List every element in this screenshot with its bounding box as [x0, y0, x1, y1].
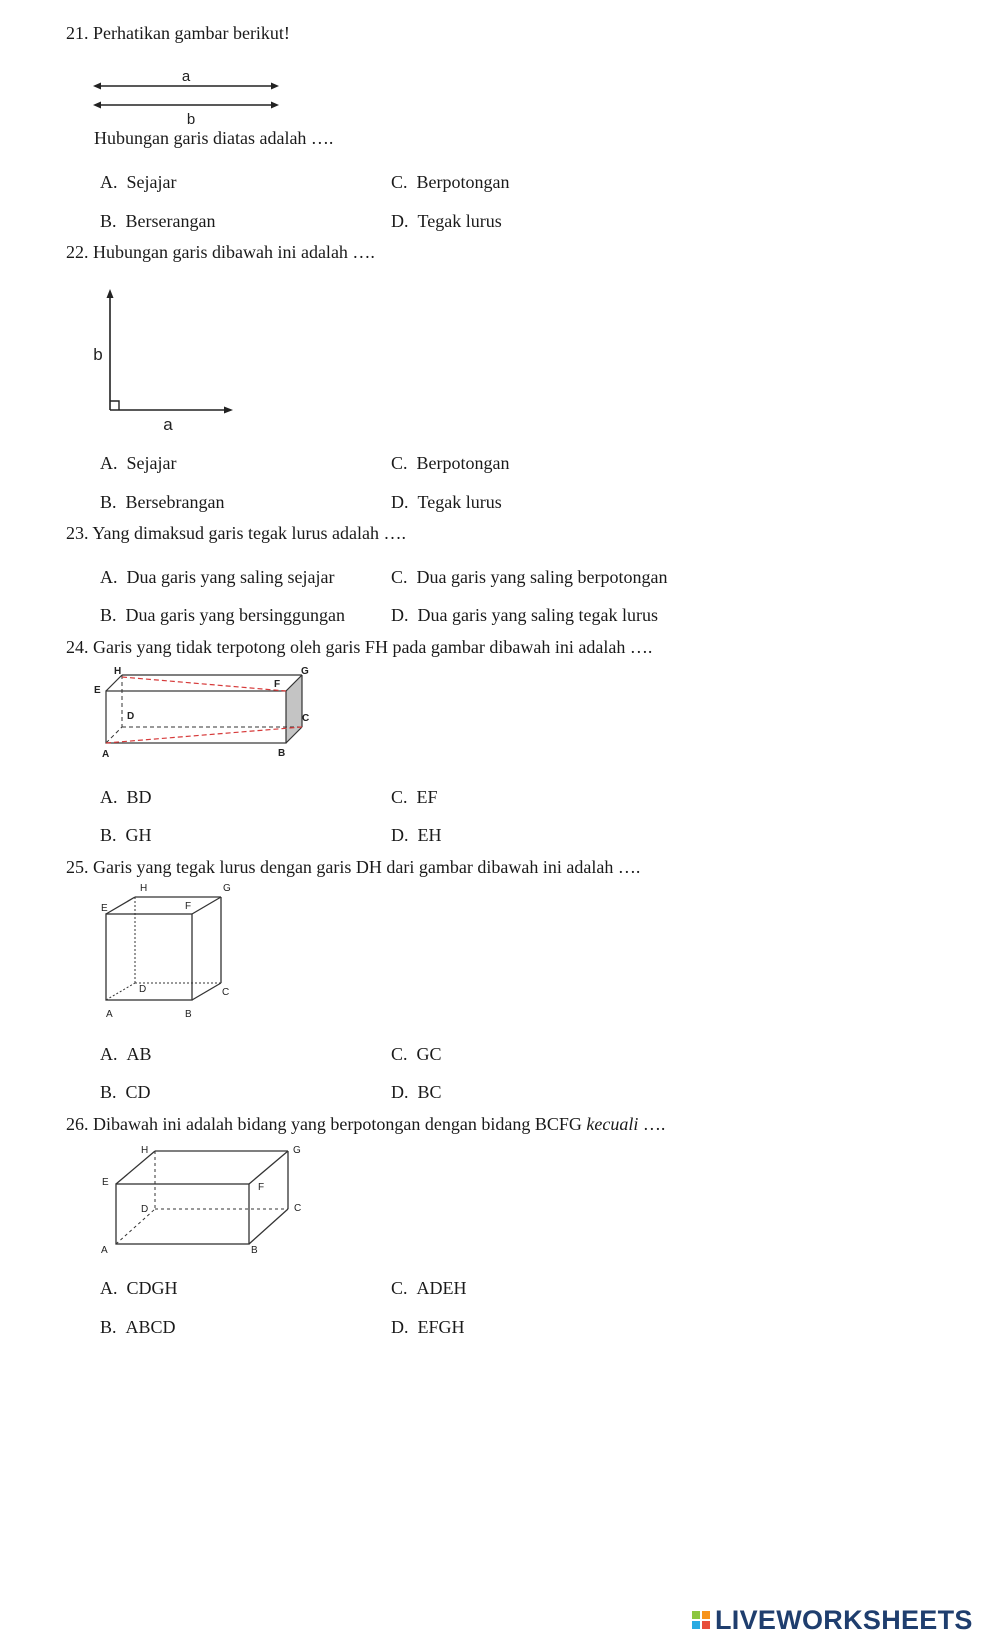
liveworksheets-logo[interactable] [692, 1603, 973, 1637]
edge-fg [249, 1151, 288, 1184]
option-text: EFGH [417, 1317, 465, 1337]
q25-cube-figure [95, 880, 245, 1025]
option-letter: B. [100, 492, 117, 512]
label-b: b [93, 345, 103, 364]
option-letter: D. [391, 1317, 409, 1337]
vertex-label-c: C [294, 1203, 302, 1214]
arrowhead-left-icon [93, 102, 101, 109]
q26-cuboid-figure [95, 1140, 315, 1265]
diagonal-ac [106, 727, 302, 743]
q21-subprompt: Hubungan garis diatas adalah …. [94, 128, 334, 148]
vertex-label-c: C [222, 987, 230, 998]
option-letter: C. [391, 1278, 408, 1298]
q24-option-a[interactable] [100, 786, 152, 808]
option-text: GH [125, 825, 152, 845]
liveworksheets-logo-icon [692, 1611, 710, 1629]
vertex-label-g: G [223, 883, 231, 894]
vertex-label-f: F [185, 901, 192, 912]
option-letter: D. [391, 211, 409, 231]
option-text: Berpotongan [416, 172, 510, 192]
option-text: BC [417, 1082, 442, 1102]
vertex-label-h: H [141, 1145, 149, 1156]
label-b: b [186, 111, 196, 128]
option-letter: C. [391, 172, 408, 192]
option-text: Sejajar [126, 172, 177, 192]
q25-prompt: 25. Garis yang tegak lurus dengan garis DH dari gambar dibawah ini adalah …. [66, 857, 641, 877]
vertex-label-a: A [101, 1245, 108, 1256]
q24-option-d[interactable] [391, 824, 442, 846]
vertex-label-a: A [102, 749, 110, 760]
q26-option-a[interactable] [100, 1277, 178, 1299]
option-letter: D. [391, 492, 409, 512]
option-letter: D. [391, 605, 409, 625]
option-text: Dua garis yang saling berpotongan [416, 567, 668, 587]
option-letter: D. [391, 825, 409, 845]
edge-bc [192, 983, 221, 1000]
q21-option-a[interactable] [100, 171, 176, 193]
q26-prompt-emphasis: kecuali [586, 1114, 639, 1134]
q24-option-b[interactable] [100, 824, 152, 846]
option-letter: B. [100, 825, 117, 845]
arrowhead-right-icon [271, 83, 279, 90]
logo-square-icon [692, 1621, 700, 1629]
option-letter: C. [391, 453, 408, 473]
q22-option-a[interactable] [100, 452, 176, 474]
vertex-label-e: E [102, 1177, 109, 1188]
q24-cuboid-figure [90, 665, 325, 765]
label-a: a [181, 68, 191, 85]
cuboid-front-face [116, 1184, 249, 1244]
option-text: Dua garis yang saling tegak lurus [417, 605, 658, 625]
hidden-edge-ad [106, 983, 135, 1000]
option-text: Tegak lurus [417, 492, 502, 512]
logo-square-icon [692, 1611, 700, 1619]
q21-option-b[interactable] [100, 210, 215, 232]
option-letter: C. [391, 1044, 408, 1064]
vertex-label-d: D [139, 984, 147, 995]
label-a: a [163, 415, 173, 434]
option-text: Tegak lurus [417, 211, 502, 231]
logo-square-icon [702, 1611, 710, 1619]
q21-parallel-lines-figure [90, 64, 290, 128]
vertex-label-g: G [301, 666, 309, 677]
q21-option-c[interactable] [391, 171, 510, 193]
option-text: EH [417, 825, 442, 845]
vertex-label-b: B [185, 1009, 192, 1020]
option-text: Dua garis yang bersinggungan [125, 605, 345, 625]
vertex-label-e: E [101, 903, 108, 914]
edge-eh [106, 897, 135, 914]
vertex-label-h: H [140, 883, 148, 894]
option-text: Bersebrangan [125, 492, 225, 512]
option-letter: A. [100, 453, 118, 473]
q23-option-c[interactable] [391, 566, 667, 588]
q24-prompt: 24. Garis yang tidak terpotong oleh garis FH pada gambar dibawah ini adalah …. [66, 637, 653, 657]
edge-eh [106, 675, 122, 691]
right-angle-icon [110, 401, 119, 410]
q22-option-d[interactable] [391, 491, 502, 513]
option-text: CDGH [126, 1278, 178, 1298]
q21-option-d[interactable] [391, 210, 502, 232]
vertex-label-f: F [258, 1182, 265, 1193]
q25-option-d[interactable] [391, 1081, 442, 1103]
option-letter: C. [391, 787, 408, 807]
q25-option-b[interactable] [100, 1081, 151, 1103]
arrowhead-up-icon [107, 289, 114, 298]
q26-prompt [66, 1113, 665, 1135]
option-text: GC [416, 1044, 442, 1064]
q24-option-c[interactable] [391, 786, 438, 808]
vertex-label-f: F [274, 679, 281, 690]
vertex-label-e: E [94, 685, 101, 696]
option-letter: B. [100, 605, 117, 625]
vertex-label-h: H [114, 666, 122, 677]
q26-option-d[interactable] [391, 1316, 465, 1338]
option-letter: B. [100, 211, 117, 231]
vertex-label-d: D [141, 1204, 149, 1215]
option-text: Berpotongan [416, 453, 510, 473]
cube-front-face [106, 914, 192, 1000]
option-letter: A. [100, 787, 118, 807]
option-letter: A. [100, 172, 118, 192]
option-text: Dua garis yang saling sejajar [126, 567, 335, 587]
q22-option-c[interactable] [391, 452, 510, 474]
option-letter: B. [100, 1082, 117, 1102]
edge-fg [192, 897, 221, 914]
vertex-label-d: D [127, 711, 135, 722]
logo-square-icon [702, 1621, 710, 1629]
edge-eh [116, 1151, 155, 1184]
q26-prompt-main: 26. Dibawah ini adalah bidang yang berpotongan dengan bidang BCFG [66, 1114, 587, 1134]
logo-text: LIVEWORKSHEETS [715, 1604, 973, 1635]
option-letter: A. [100, 567, 118, 587]
option-text: AB [126, 1044, 152, 1064]
vertex-label-b: B [278, 748, 286, 759]
q26-prompt-end: …. [638, 1114, 666, 1134]
option-text: ADEH [416, 1278, 467, 1298]
option-letter: A. [100, 1278, 118, 1298]
hidden-edge-ad [116, 1209, 155, 1244]
arrowhead-left-icon [93, 83, 101, 90]
q25-option-c[interactable] [391, 1043, 442, 1065]
option-letter: D. [391, 1082, 409, 1102]
q26-option-b[interactable] [100, 1316, 176, 1338]
vertex-label-b: B [251, 1245, 258, 1256]
option-text: Sejajar [126, 453, 177, 473]
option-letter: B. [100, 1317, 117, 1337]
q22-perpendicular-lines-figure [85, 282, 245, 437]
q23-option-a[interactable] [100, 566, 334, 588]
arrowhead-right-icon [224, 407, 233, 414]
q21-prompt: 21. Perhatikan gambar berikut! [66, 23, 290, 43]
q23-option-d[interactable] [391, 604, 658, 626]
vertex-label-g: G [293, 1145, 301, 1156]
q23-option-b[interactable] [100, 604, 345, 626]
edge-bc [249, 1209, 288, 1244]
option-letter: C. [391, 567, 408, 587]
q22-prompt: 22. Hubungan garis dibawah ini adalah …. [66, 242, 375, 262]
diagonal-hf [122, 677, 286, 691]
option-text: BD [126, 787, 152, 807]
option-text: EF [416, 787, 438, 807]
option-text: ABCD [125, 1317, 176, 1337]
q22-option-b[interactable] [100, 491, 224, 513]
cuboid-side-face [286, 675, 302, 743]
option-text: CD [125, 1082, 151, 1102]
q25-option-a[interactable] [100, 1043, 152, 1065]
hidden-edge-ad [106, 727, 122, 743]
option-letter: A. [100, 1044, 118, 1064]
vertex-label-a: A [106, 1009, 113, 1020]
option-text: Berserangan [125, 211, 216, 231]
q26-option-c[interactable] [391, 1277, 467, 1299]
q23-prompt: 23. Yang dimaksud garis tegak lurus adalah …. [66, 523, 406, 543]
vertex-label-c: C [302, 713, 310, 724]
arrowhead-right-icon [271, 102, 279, 109]
